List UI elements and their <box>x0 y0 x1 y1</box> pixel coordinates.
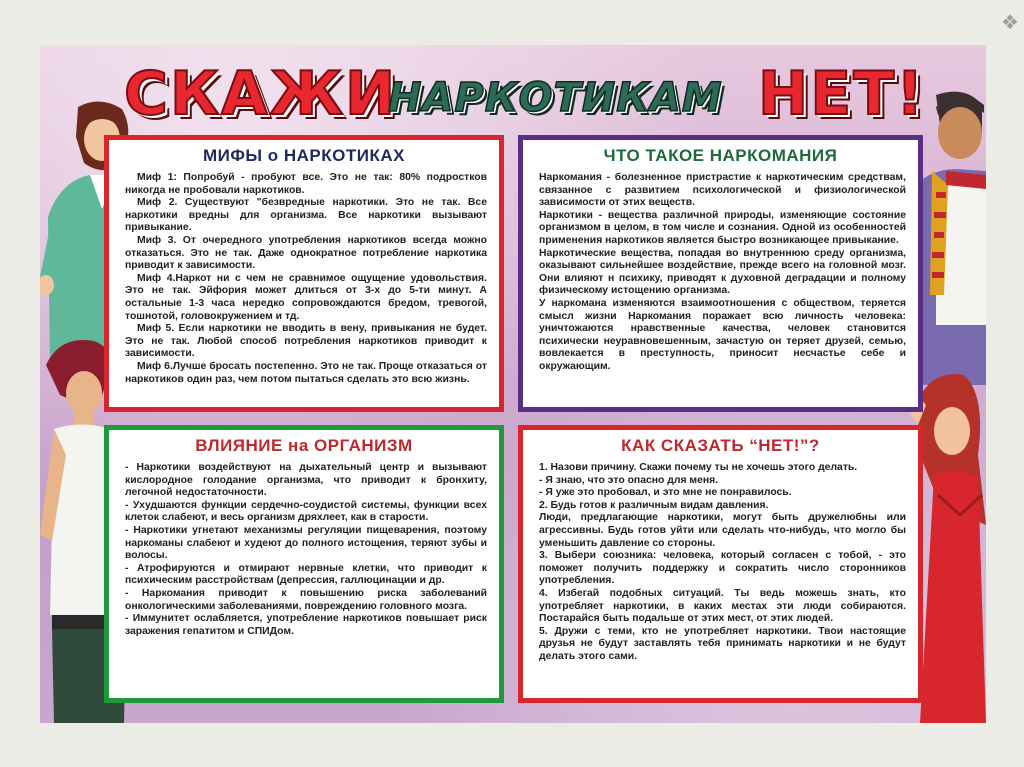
addiction-heading: ЧТО ТАКОЕ НАРКОМАНИЯ <box>603 146 838 165</box>
addiction-paragraph-4: У наркомана изменяются взаимоотношения с обществом, теряется смысл жизни Наркомания поражает всю личность человека: уничтожаются нравственные качества, человек становится психически неуравновешенным, зачастую он теряет друзей, семью, вовлекается в преступность, приносит несчастье себе и окружающим. <box>539 297 906 372</box>
how-item-4: 4. Избегай подобных ситуаций. Ты ведь можешь знать, кто употребляет наркотики, в каких местах эти люди собираются. Постарайся быть подальше от этих мест, от этих людей. <box>539 587 906 625</box>
addiction-panel <box>518 135 923 412</box>
myths-heading: МИФЫ о НАРКОТИКАХ <box>203 146 405 165</box>
how-item-2a: Люди, предлагающие наркотики, могут быть дружелюбны или агрессивны. Будь готов уйти или сделать что-нибудь, что могло бы уменьшить давление со стороны. <box>539 512 906 549</box>
how-to-say-no-heading: КАК СКАЗАТЬ “НЕТ!”? <box>621 436 820 455</box>
myths-panel <box>104 135 504 412</box>
how-item-1a: - Я знаю, что это опасно для меня. <box>539 474 719 486</box>
how-to-say-no-panel <box>518 425 923 703</box>
body-effect-item-3: - Наркотики угнетают механизмы регуляции пищеварения, поэтому наркоманы слабеют и худеют до полного истощения, теряют зубы и волосы. <box>125 524 487 562</box>
myth-5: Миф 5. Если наркотики не вводить в вену, привыкания не будет. Это не так. Любой способ потребления наркотиков приводит к зависимости. <box>125 323 487 360</box>
how-to-say-no-text <box>523 456 918 664</box>
body-effect-panel <box>104 425 504 703</box>
body-effect-item-5: - Наркомания приводит к повышению риска заболеваний онкологическими заболеваниями, повреждению головного мозга. <box>125 587 487 612</box>
myth-3: Миф 3. От очередного употребления наркотиков всегда можно отказаться. Это не так. Даже однократное потребление наркотика приводит к зависимости. <box>125 234 487 272</box>
poster <box>40 45 986 723</box>
title-word-say: СКАЖИ <box>124 59 398 129</box>
title-word-drugs: НАРКОТИКАМ <box>388 75 723 121</box>
how-item-5: 5. Дружи с теми, кто не употребляет наркотики. Твои настоящие друзья не будут заставлять тебя принимать наркотики и не будут делать этого сами. <box>539 625 906 662</box>
addiction-paragraph-2: Наркотики - вещества различной природы, изменяющие состояние организмом в целом, в том числе и сознания. Одной из особенностей применения наркотиков является быстро возникающее привыкание. <box>539 209 906 246</box>
how-item-2: 2. Будь готов к различным видам давления. <box>539 499 769 511</box>
body-effect-heading: ВЛИЯНИЕ на ОРГАНИЗМ <box>195 436 413 455</box>
title-word-no: НЕТ! <box>758 59 926 129</box>
addiction-text <box>523 166 918 374</box>
myth-2: Миф 2. Существуют "безвредные наркотики. Это не так. Все наркотики вредны для организма. Все наркотики вызывают привыкание. <box>125 197 487 234</box>
addiction-paragraph-1: Наркомания - болезненное пристрастие к наркотическим средствам, связанное с развитием психологической и физиологической зависимости от этих веществ. <box>539 172 906 209</box>
body-effect-text <box>109 456 499 638</box>
myth-4: Миф 4.Наркот ни с чем не сравнимое ощущение удовольствия. Это не так. Эйфория может длиться от 3-х до 5-ти минут. А остальные 1-3 часа нередко сопровождаются бредом, тревогой, тошнотой, головокружением и тд. <box>125 272 487 322</box>
how-item-1b: - Я уже это пробовал, и это мне не понравилось. <box>539 487 792 499</box>
body-effect-item-2: - Ухудшаются функции сердечно-соудистой системы, функции всех клеток слабеют, и весь организм дряхлеет, как в старости. <box>125 499 487 524</box>
poster-title <box>40 55 986 133</box>
myth-6: Миф 6.Лучше бросать постепенно. Это не так. Проще отказаться от наркотиков один раз, чем потом пытаться сделать это всю жизнь. <box>125 360 487 385</box>
myths-text <box>109 166 499 386</box>
body-effect-item-6: - Иммунитет ослабляется, употребление наркотиков повышает риск заражения гепатитом и СПИДом. <box>125 613 487 637</box>
body-effect-item-1: - Наркотики воздействуют на дыхательный центр и вызывают кислородное голодание организма, что приводит к бронхиту, легочной недостаточности. <box>125 462 487 499</box>
how-item-1: 1. Назови причину. Скажи почему ты не хочешь этого делать. <box>539 462 858 473</box>
slide-bullet-icon: ❖ <box>1001 10 1019 34</box>
addiction-paragraph-3: Наркотические вещества, попадая во внутреннюю среду организма, оказывают сильнейшее воздействие, прежде всего на головной мозг. Они влияют н психику, приводят к духовной деградации и полному физическому истощению организма. <box>539 247 906 297</box>
myth-1: Миф 1: Попробуй - пробуют все. Это не так: 80% подростков никогда не пробовали наркотиков. <box>125 172 487 196</box>
body-effect-item-4: - Атрофируются и отмирают нервные клетки, что приводит к психическим расстройствам (депрессия, галлюцинации и др. <box>125 562 487 587</box>
how-item-3: 3. Выбери союзника: человека, который согласен с тобой, - это поможет получить поддержку и сократить число сторонников употребления. <box>539 550 906 587</box>
